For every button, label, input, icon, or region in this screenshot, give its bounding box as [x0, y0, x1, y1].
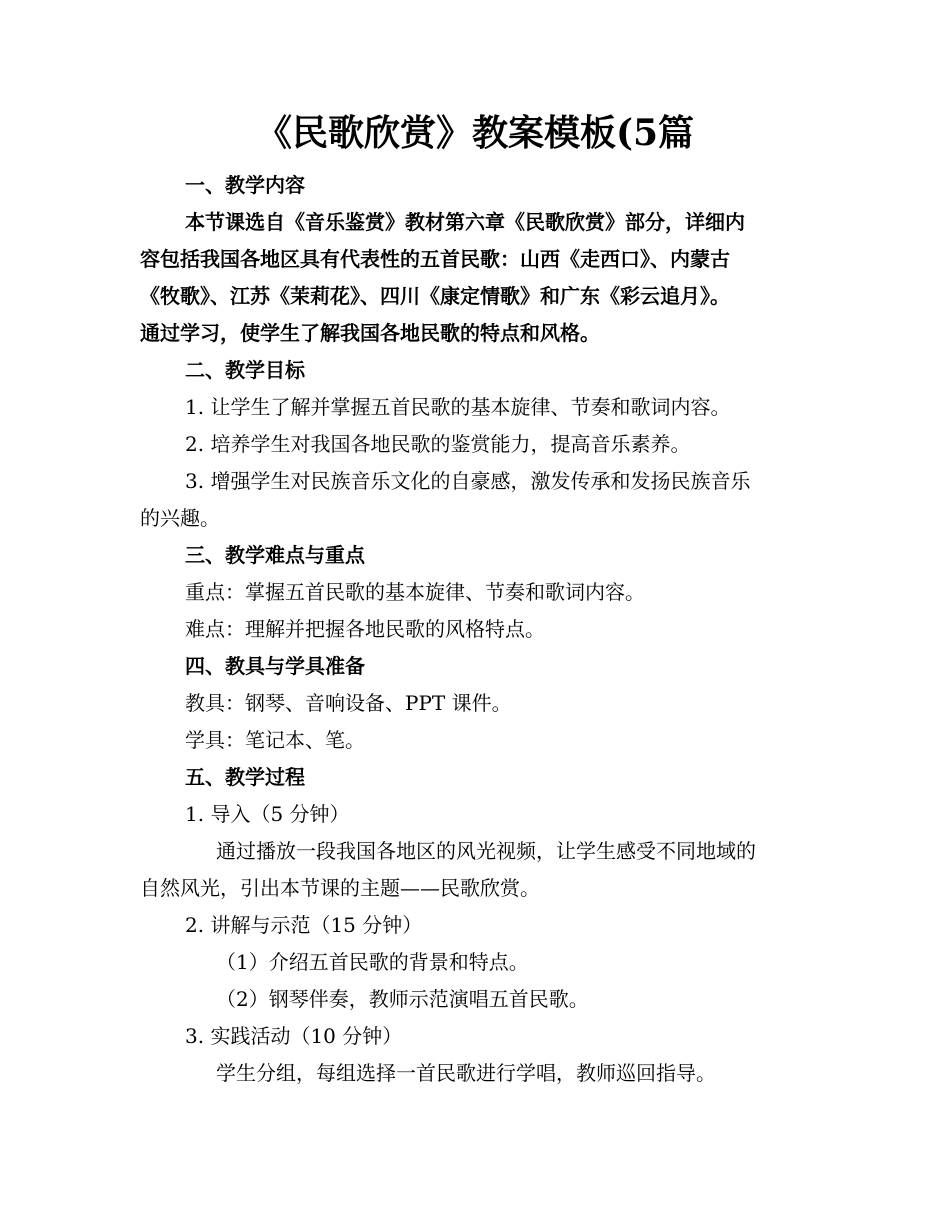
paragraph-line: 教具：钢琴、音响设备、PPT 课件。: [185, 691, 512, 715]
list-item: 2. 讲解与示范（15 分钟）: [185, 913, 423, 937]
list-item: 1. 让学生了解并掌握五首民歌的基本旋律、节奏和歌词内容。: [185, 395, 731, 419]
sub-item: （1）介绍五首民歌的背景和特点。: [216, 950, 529, 974]
list-item: 2. 培养学生对我国各地民歌的鉴赏能力，提高音乐素养。: [185, 432, 691, 456]
list-item-continuation: 的兴趣。: [140, 506, 220, 530]
section-heading-objectives: 二、教学目标: [185, 358, 305, 382]
sub-item: （2）钢琴伴奏，教师示范演唱五首民歌。: [216, 987, 589, 1011]
paragraph-line: 通过播放一段我国各地区的风光视频，让学生感受不同地域的: [216, 839, 756, 863]
paragraph-line: 本节课选自《音乐鉴赏》教材第六章《民歌欣赏》部分，详细内: [185, 210, 745, 234]
document-title: 《民歌欣赏》教案模板(5篇: [255, 112, 695, 154]
paragraph-line: 学具：笔记本、笔。: [185, 728, 365, 752]
section-heading-process: 五、教学过程: [185, 765, 305, 789]
paragraph-line: 重点：掌握五首民歌的基本旋律、节奏和歌词内容。: [185, 580, 645, 604]
paragraph-line: 难点：理解并把握各地民歌的风格特点。: [185, 617, 545, 641]
section-heading-content: 一、教学内容: [185, 173, 305, 197]
list-item: 1. 导入（5 分钟）: [185, 802, 350, 826]
paragraph-line: 学生分组，每组选择一首民歌进行学唱，教师巡回指导。: [216, 1061, 716, 1085]
paragraph-line: 通过学习，使学生了解我国各地民歌的特点和风格。: [140, 321, 600, 345]
paragraph-line: 容包括我国各地区具有代表性的五首民歌：山西《走西口》、内蒙古: [140, 247, 730, 271]
paragraph-line: 自然风光，引出本节课的主题——民歌欣赏。: [140, 876, 540, 900]
paragraph-line: 《牧歌》、江苏《茉莉花》、四川《康定情歌》和广东《彩云追月》。: [140, 284, 730, 308]
section-heading-materials: 四、教具与学具准备: [185, 654, 365, 678]
list-item: 3. 增强学生对民族音乐文化的自豪感，激发传承和发扬民族音乐: [185, 469, 751, 493]
list-item: 3. 实践活动（10 分钟）: [185, 1024, 403, 1048]
section-heading-key-points: 三、教学难点与重点: [185, 543, 365, 567]
